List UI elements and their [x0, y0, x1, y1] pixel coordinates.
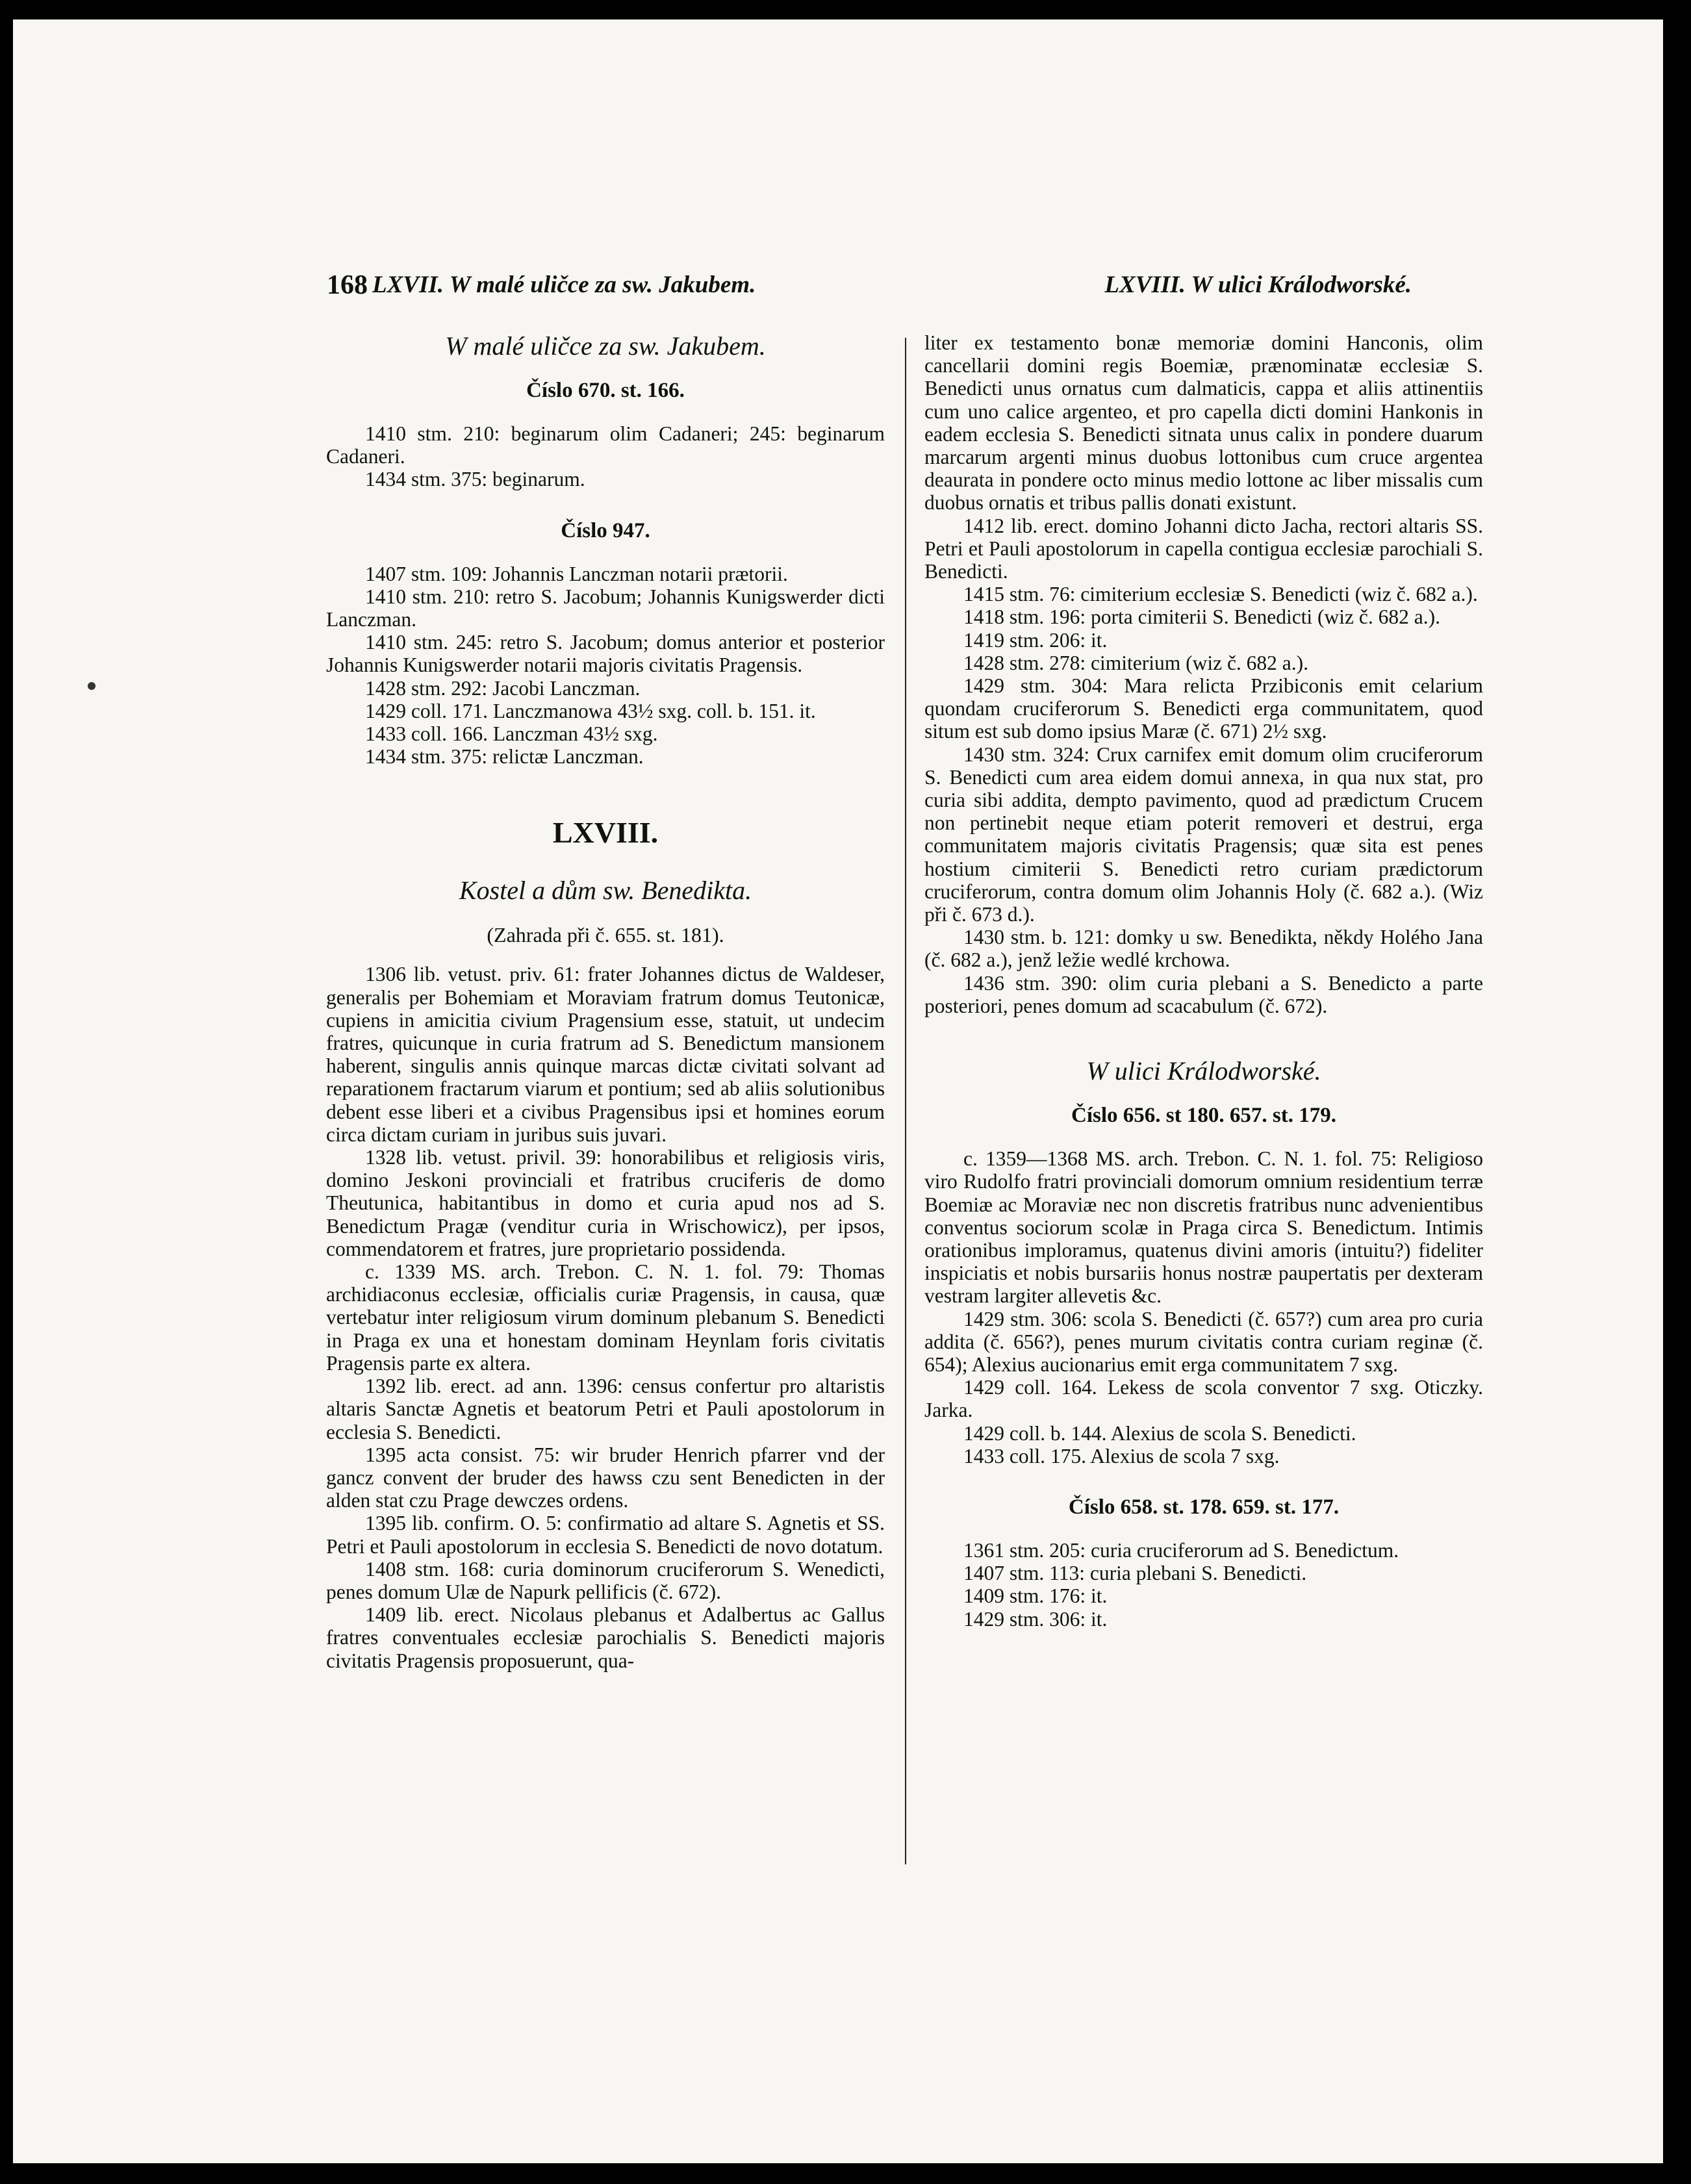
entry-continuation: liter ex testamento bonæ memoriæ domini Hanconis, olim cancellarii domini regis Boemiæ, prænominatæ ecclesiæ S. Benedicti unus ornatus cum dalmaticis, cappa et aliis attinentiis cum uno calice argenteo, et pro capella dicti domini Hankonis in eadem ecclesia S. Benedicti sitnata unus calix in pondere duarum marcarum argenti minus duobus lottonibus cum cruce argentea deaurata in pondere octo minus medio lottone ac liber missalis cum duobus ornatis et tribus pallis donati existunt.: [924, 331, 1483, 514]
entry: 1429 coll. b. 144. Alexius de scola S. Benedicti.: [963, 1421, 1356, 1445]
left-running-title: LXVII. W malé uličce za sw. Jakubem.: [372, 272, 756, 298]
entry: 1434 stm. 375: relictæ Lanczman.: [365, 745, 644, 768]
entry: 1409 lib. erect. Nicolaus plebanus et Adalbertus ac Gallus fratres conventuales ecclesiæ parochialis S. Benedicti majoris civitatis Pragensis proposuerunt, qua-: [326, 1603, 885, 1672]
entry: 1430 stm. b. 121: domky u sw. Benedikta, někdy Holého Jana (č. 682 a.), jenž ležie wedlé krchowa.: [924, 926, 1483, 972]
entry: 1392 lib. erect. ad ann. 1396: census confertur pro altaristis altaris Sanctæ Agnetis et beatorum Petri et Pauli apostolorum in ecclesia S. Benedicti.: [326, 1375, 885, 1443]
entry: 1433 coll. 166. Lanczman 43½ sxg.: [365, 722, 658, 746]
page-number: 168: [327, 270, 368, 300]
house-number-heading: Číslo 658. st. 178. 659. st. 177.: [1068, 1495, 1340, 1519]
entry: 1428 stm. 292: Jacobi Lanczman.: [365, 676, 641, 700]
entry: 1429 coll. 171. Lanczmanowa 43½ sxg. coll. b. 151. it.: [365, 699, 816, 722]
section-title: W ulici Králodworské.: [1086, 1056, 1321, 1086]
entry: 1433 coll. 175. Alexius de scola 7 sxg.: [963, 1444, 1280, 1467]
entry: 1429 stm. 306: it.: [963, 1607, 1108, 1631]
entry: 1436 stm. 390: olim curia plebani a S. Benedicto a parte posteriori, penes domum ad scacabulum (č. 672).: [924, 971, 1483, 1017]
entry: 1429 coll. 164. Lekess de scola conventor 7 sxg. Oticzky. Jarka.: [924, 1376, 1483, 1422]
entry: 1395 lib. confirm. O. 5: confirmatio ad altare S. Agnetis et SS. Petri et Pauli apostolorum in ecclesia S. Benedicti de novo dotatum.: [326, 1512, 885, 1558]
entry: 1361 stm. 205: curia cruciferorum ad S. Benedictum.: [963, 1538, 1399, 1562]
entry: 1395 acta consist. 75: wir bruder Henrich pfarrer vnd der gancz convent der bruder des hawss czu sent Benedicten in der alden stat czu Prage dewczes ordens.: [326, 1443, 885, 1512]
entry: 1430 stm. 324: Crux carnifex emit domum olim cruciferorum S. Benedicti cum area eidem domui annexa, in qua nux stat, pro curia sibi addita, dempto pavimento, quod ad prædictum Crucem non pertinebit neque etiam poterit removeri et destrui, erga communitatem majoris civitatis Pragensis; quæ sita est penes hostium cimiterii S. Benedicti retro curiam prædictorum cruciferorum, contra domum olim Johannis Holy (č. 682 a.). (Wiz při č. 673 d.).: [924, 743, 1483, 926]
entry: 1429 stm. 306: scola S. Benedicti (č. 657?) cum area pro curia addita (č. 656?), penes murum civitatis contra curiam reginæ (č. 654); Alexius aucionarius emit erga communitatem 7 sxg.: [924, 1307, 1483, 1376]
entry: 1306 lib. vetust. priv. 61: frater Johannes dictus de Waldeser, generalis per Bohemiam et Moraviam fratrum domus Teutonicæ, cupiens in amicitia civium Pragensium esse, statuit, ut undecim fratres, quicunque in curia fratrum ad S. Benedictum mansionem haberent, singulis annis quinque marcas dictæ civitati solvant ad reparationem fractarum viarum et pontium; sed ab aliis solutionibus debent esse liberi et a civibus Pragensibus ipsi et homines eorum circa dictam curiam in juribus suis juvari.: [326, 963, 885, 1146]
entry: c. 1339 MS. arch. Trebon. C. N. 1. fol. 79: Thomas archidiaconus ecclesiæ, officialis curiæ Pragensis, in causa, quæ vertebatur inter religiosum virum dominum plebanum S. Benedicti in Praga ex una et honestam dominam Heynlam foris civitatis Pragensis parte ex altera.: [326, 1260, 885, 1375]
right-column: [924, 331, 1483, 1631]
entry: 1328 lib. vetust. privil. 39: honorabilibus et religiosis viris, domino Jeskoni provinciali et fratribus cruciferis de domo Theutunica, habitantibus in domo et curia apud nos ad S. Benedictum Pragæ (venditur curia in Wrischowicz), per ipsos, commendatorem et fratres, jure proprietario possidenda.: [326, 1146, 885, 1260]
entry: 1409 stm. 176: it.: [963, 1584, 1108, 1608]
entry: 1412 lib. erect. domino Johanni dicto Jacha, rectori altaris SS. Petri et Pauli apostolorum in capella contigua ecclesiæ parochiali S. Benedicti.: [924, 514, 1483, 583]
house-number-heading: Číslo 656. st 180. 657. st. 179.: [1071, 1104, 1336, 1128]
speck: [88, 682, 95, 690]
entry: c. 1359—1368 MS. arch. Trebon. C. N. 1. fol. 75: Religioso viro Rudolfo fratri provinciali domorum omnium residentium terræ Boemiæ ac Moraviæ nec non discretis fratribus nunc advenientibus conventus sociorum scolæ in Praga circa S. Benedictum. Intimis orationibus imploramus, quatenus divini amoris (intuitu?) fideliter inspiciatis et nobis bursariis honus nostræ paupertatis per dexteram vestram largiter allevetis &c.: [924, 1147, 1483, 1308]
entry: 1410 stm. 210: beginarum olim Cadaneri; 245: beginarum Cadaneri.: [326, 422, 885, 468]
section-title: W malé uličce za sw. Jakubem.: [445, 331, 766, 361]
entry: 1434 stm. 375: beginarum.: [365, 468, 585, 491]
entry: 1408 stm. 168: curia dominorum cruciferorum S. Wenedicti, penes domum Ulæ de Napurk pellificis (č. 672).: [326, 1557, 885, 1603]
running-header: [327, 270, 1412, 309]
right-running-title: LXVIII. W ulici Králodworské.: [1104, 272, 1412, 298]
chapter-subtitle: (Zahrada při č. 655. st. 181).: [487, 923, 724, 947]
entry: 1419 stm. 206: it.: [963, 628, 1108, 652]
house-number-heading: Číslo 670. st. 166.: [526, 379, 685, 402]
column-divider: [905, 338, 906, 1864]
chapter-number: LXVIII.: [552, 816, 659, 850]
chapter-title: Kostel a dům sw. Benedikta.: [459, 876, 752, 906]
entry: 1407 stm. 109: Johannis Lanczman notarii prætorii.: [365, 562, 788, 585]
left-column: [326, 331, 885, 1672]
entry: 1429 stm. 304: Mara relicta Przibiconis emit celarium quondam cruciferorum S. Benedicti erga communitatem, quod situm est sub domo ipsius Maræ (č. 671) 2½ sxg.: [924, 674, 1483, 743]
entry: 1428 stm. 278: cimiterium (wiz č. 682 a.).: [963, 651, 1309, 674]
house-number-heading: Číslo 947.: [561, 518, 650, 542]
entry: 1410 stm. 210: retro S. Jacobum; Johannis Kunigswerder dicti Lanczman.: [326, 585, 885, 631]
entry: 1415 stm. 76: cimiterium ecclesiæ S. Benedicti (wiz č. 682 a.).: [963, 583, 1478, 606]
entry: 1407 stm. 113: curia plebani S. Benedicti.: [963, 1562, 1307, 1585]
entry: 1418 stm. 196: porta cimiterii S. Benedicti (wiz č. 682 a.).: [963, 605, 1440, 629]
entry: 1410 stm. 245: retro S. Jacobum; domus anterior et posterior Johannis Kunigswerder notarii majoris civitatis Pragensis.: [326, 631, 885, 677]
